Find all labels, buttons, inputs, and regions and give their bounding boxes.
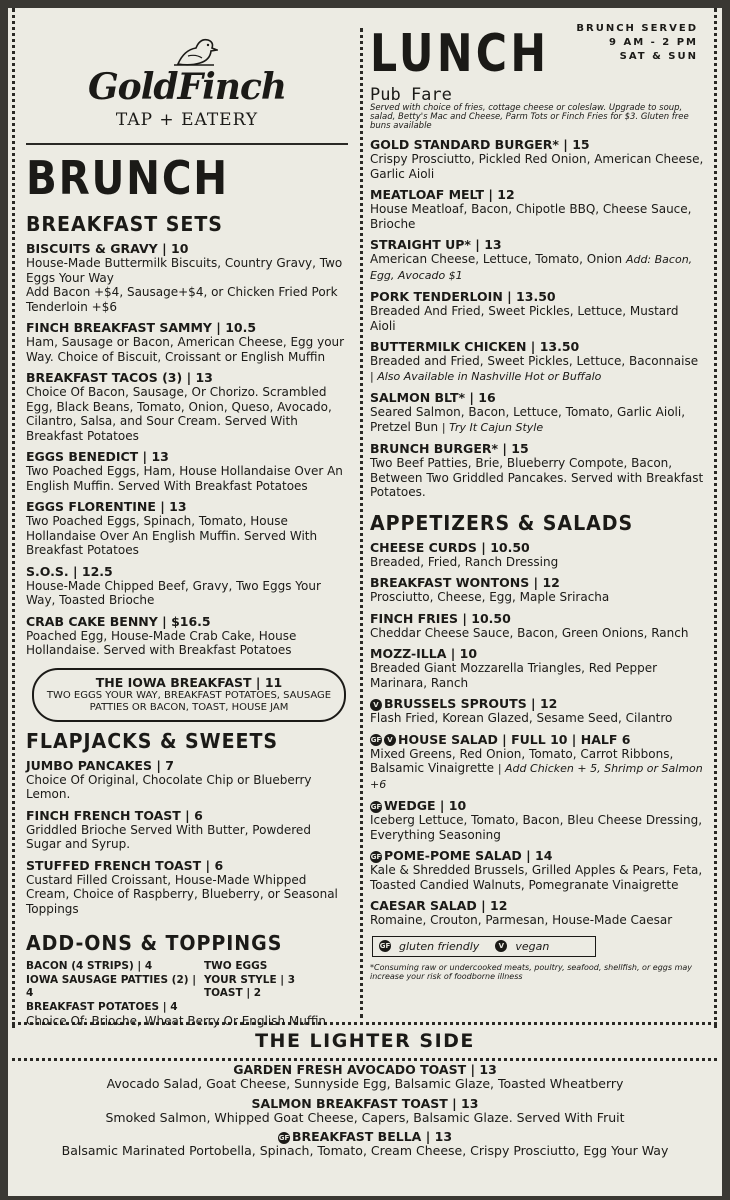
menu-item-name: [370, 237, 704, 252]
gluten-friendly-icon: GF: [370, 736, 382, 744]
menu-item-name-text: SALMON BLT* | 16: [370, 390, 496, 405]
right-dotted-border: [714, 8, 717, 1028]
gluten-friendly-icon: GF: [370, 852, 382, 861]
iowa-breakfast-box: [32, 668, 346, 722]
brunch-column: [26, 28, 348, 1028]
menu-item-description: [8, 1144, 722, 1159]
lunch-column: [370, 23, 704, 981]
menu-item-name-text: BREAKFAST TACOS (3) | 13: [26, 370, 213, 385]
lighter-side-list: [8, 1062, 722, 1159]
menu-item: [370, 540, 704, 570]
menu-item-name: [8, 1129, 722, 1144]
menu-item-name-text: EGGS FLORENTINE | 13: [26, 499, 187, 514]
menu-item-name-text: SALMON BREAKFAST TOAST | 13: [251, 1095, 479, 1111]
menu-item-name-text: S.O.S. | 12.5: [26, 563, 113, 579]
menu-item-description: [370, 711, 704, 726]
breakfast-sets-title: BREAKFAST SETS: [26, 212, 223, 236]
addon-sausage: IOWA SAUSAGE PATTIES (2) | 4: [26, 973, 197, 999]
menu-item: [26, 758, 348, 802]
menu-item: [370, 441, 704, 500]
gluten-friendly-icon: GF: [370, 802, 382, 811]
menu-item-name: [370, 898, 704, 913]
menu-item-note: Add: Bacon, Egg, Avocado $1: [370, 253, 693, 282]
menu-item-description: [26, 256, 348, 285]
menu-item-name: [370, 339, 704, 354]
menu-item: [370, 339, 704, 384]
menu-item-name-text: BISCUITS & GRAVY | 10: [26, 241, 189, 256]
menu-item-name: [26, 614, 348, 629]
menu-item-name-text: BRUSSELS SPROUTS | 12: [384, 696, 558, 711]
menu-item-name: [370, 441, 704, 456]
menu-item-description: [26, 579, 348, 608]
menu-item-name: [370, 732, 704, 747]
menu-item-note: | Also Available in Nashville Hot or Buffalo: [370, 369, 602, 383]
addon-two-eggs: TWO EGGS: [204, 960, 268, 972]
menu-item-description-text: Mixed Greens, Red Onion, Tomato, Carrot Ribbons, Balsamic Vinaigrette: [370, 746, 674, 775]
menu-item-name: [26, 320, 348, 335]
menu-item-description: [370, 747, 704, 793]
menu-item: [26, 614, 348, 658]
menu-item: [370, 187, 704, 231]
menu-item: [370, 646, 704, 690]
menu-item-description-text: Cheddar Cheese Sauce, Bacon, Green Onions, Ranch: [370, 625, 689, 640]
menu-item-name-text: MOZZ-ILLA | 10: [370, 646, 478, 661]
menu-item-description-text: American Cheese, Lettuce, Tomato, Onion: [370, 252, 623, 266]
menu-item-description: [26, 629, 348, 658]
consumption-warning: *Consuming raw or undercooked meats, poultry, seafood, shellfish, or eggs may increase your risk of foodborne illness: [370, 962, 692, 981]
menu-item-description: [26, 873, 348, 917]
menu-item-name: [370, 696, 704, 711]
menu-item-name: [370, 289, 704, 304]
legend-gf-label: gluten friendly: [399, 939, 480, 953]
menu-item-description-text: Breaded And Fried, Sweet Pickles, Lettuce, Mustard Aioli: [370, 304, 679, 333]
menu-item: [26, 449, 348, 493]
menu-item-name-text: FINCH FRENCH TOAST | 6: [26, 807, 203, 823]
menu-item: [370, 696, 704, 726]
menu-item-description: [370, 202, 704, 231]
lunch-header: [370, 23, 704, 84]
menu-item-description-text: Seared Salmon, Bacon, Lettuce, Tomato, Garlic Aioli, Pretzel Bun: [370, 405, 686, 434]
menu-item-description: [370, 555, 704, 570]
menu-item-name: [8, 1096, 722, 1111]
appetizers-list: [370, 540, 704, 928]
menu-item-description-text: Kale & Shredded Brussels, Grilled Apples & Pears, Feta, Toasted Candied Walnuts, Pomegranate Vinaigrette: [370, 863, 703, 892]
menu-item-description-text: Smoked Salmon, Whipped Goat Cheese, Capers, Balsamic Glaze. Served With Fruit: [105, 1109, 625, 1125]
menu-page: [8, 8, 722, 1196]
menu-item-description-text: Ham, Sausage or Bacon, American Cheese, Egg your Way. Choice of Biscuit, Croissant or English Muffin: [26, 335, 345, 364]
menu-item-name-text: BUTTERMILK CHICKEN | 13.50: [370, 339, 580, 354]
menu-item-addon-note: Add Bacon +$4, Sausage+$4, or Chicken Fried Pork Tenderloin +$6: [26, 285, 338, 314]
menu-item-name-text: STUFFED FRENCH TOAST | 6: [26, 857, 224, 873]
menu-item-description-text: Romaine, Crouton, Parmesan, House-Made Caesar: [370, 913, 673, 927]
pub-fare-title: Pub Fare: [370, 85, 452, 105]
menu-item-name-text: POME-POME SALAD | 14: [384, 848, 553, 863]
menu-item-name: [370, 137, 704, 152]
menu-item-name-text: GARDEN FRESH AVOCADO TOAST | 13: [233, 1062, 497, 1077]
addons-list: [26, 960, 348, 1028]
menu-item-description: [370, 913, 704, 928]
menu-item-description: [370, 354, 704, 384]
served-line-1: BRUNCH SERVED: [576, 23, 698, 34]
menu-item-name-text: BREAKFAST BELLA | 13: [291, 1129, 453, 1144]
menu-item-name-text: FINCH BREAKFAST SAMMY | 10.5: [26, 320, 257, 335]
logo-subtitle: TAP + EATERY: [115, 110, 259, 130]
menu-item: [26, 808, 348, 852]
breakfast-sets-list: [26, 241, 348, 658]
menu-item-description: [8, 1077, 722, 1092]
menu-item-name: [370, 390, 704, 405]
menu-item-description-text: Two Poached Eggs, Spinach, Tomato, House Hollandaise Over An English Muffin. Served With Breakfast Potatoes: [26, 514, 318, 557]
menu-item-name: [26, 808, 348, 823]
menu-item: [370, 798, 704, 842]
menu-item-description: [8, 1111, 722, 1126]
menu-item-description-text: House Meatloaf, Bacon, Chipotle BBQ, Cheese Sauce, Brioche: [370, 202, 692, 231]
menu-item-name: [26, 449, 348, 464]
menu-item: [370, 390, 704, 435]
menu-item-description-text: Crispy Prosciutto, Pickled Red Onion, American Cheese, Garlic Aioli: [370, 152, 704, 181]
menu-item-name: [370, 187, 704, 202]
menu-item-description-text: Breaded and Fried, Sweet Pickles, Lettuce, Baconnaise: [370, 354, 699, 368]
menu-item-name: [370, 611, 704, 626]
menu-item-description-text: House-Made Buttermilk Biscuits, Country Gravy, Two Eggs Your Way: [26, 256, 343, 285]
addon-your-style: YOUR STYLE | 3: [204, 973, 296, 986]
menu-item-name-text: CAESAR SALAD | 12: [370, 898, 508, 913]
menu-item-description-text: Choice Of Original, Chocolate Chip or Blueberry Lemon.: [26, 772, 312, 801]
menu-item-description: [370, 304, 704, 333]
menu-item-name-text: MEATLOAF MELT | 12: [370, 187, 515, 202]
brunch-served-hours: [576, 22, 698, 64]
menu-item-name: [26, 370, 348, 385]
menu-item-name-text: JUMBO PANCAKES | 7: [26, 757, 174, 773]
menu-item-name: [26, 858, 348, 873]
menu-item: [26, 241, 348, 314]
menu-item: [26, 370, 348, 443]
menu-item-description: [370, 590, 704, 605]
menu-item: [370, 575, 704, 605]
menu-item-description-text: House-Made Chipped Beef, Gravy, Two Eggs Your Way, Toasted Brioche: [26, 578, 321, 607]
menu-item-description-text: Balsamic Marinated Portobella, Spinach, Tomato, Cream Cheese, Crispy Prosciutto, Egg Your Way: [61, 1143, 669, 1158]
lighter-side-section: [8, 1030, 722, 1159]
center-dotted-divider: [360, 28, 363, 1018]
menu-item-description: [370, 456, 704, 500]
menu-item-name-text: BRUNCH BURGER* | 15: [370, 441, 529, 456]
menu-item: [8, 1129, 722, 1159]
menu-item-name: [26, 241, 348, 256]
served-line-2: 9 AM - 2 PM: [609, 37, 698, 48]
logo: [26, 28, 348, 143]
menu-item-description: [370, 863, 704, 892]
menu-item-name: [370, 575, 704, 590]
menu-item-description: [26, 464, 348, 493]
addon-bacon: BACON (4 STRIPS) | 4: [26, 960, 153, 972]
menu-item-description-text: Two Beef Patties, Brie, Blueberry Compote, Bacon, Between Two Griddled Pancakes. Served with Breakfast Potatoes.: [370, 456, 704, 499]
menu-item-name: [26, 564, 348, 579]
menu-item: [8, 1062, 722, 1092]
menu-item-description-text: Flash Fried, Korean Glazed, Sesame Seed, Cilantro: [370, 711, 673, 725]
menu-item-name: [26, 758, 348, 773]
diet-legend: [372, 936, 596, 957]
menu-item: [370, 137, 704, 181]
brunch-title: BRUNCH: [26, 151, 229, 205]
flapjacks-title: FLAPJACKS & SWEETS: [26, 728, 278, 753]
menu-item-description: [370, 152, 704, 181]
menu-item-name-text: STRAIGHT UP* | 13: [370, 237, 502, 252]
menu-item-note: | Try It Cajun Style: [441, 420, 544, 434]
menu-item: [8, 1096, 722, 1126]
iowa-breakfast-name: THE IOWA BREAKFAST | 11: [95, 674, 283, 690]
menu-item-description-text: Choice Of Bacon, Sausage, Or Chorizo. Scrambled Egg, Black Beans, Tomato, Onion, Queso, Avocado, Cilantro, Salsa, and Sour Cream. Served With Breakfast Potatoes: [26, 385, 332, 443]
menu-item-description-text: Two Poached Eggs, Ham, House Hollandaise Over An English Muffin. Served With Breakfast Potatoes: [26, 464, 343, 493]
flapjacks-list: [26, 758, 348, 917]
menu-item-description-text: Breaded, Fried, Ranch Dressing: [370, 554, 559, 569]
menu-item-name: [370, 848, 704, 863]
menu-item: [370, 289, 704, 333]
menu-item-name: [370, 540, 704, 555]
menu-item: [26, 320, 348, 364]
menu-item: [370, 732, 704, 793]
menu-item-name: [26, 499, 348, 514]
left-dotted-border: [12, 8, 15, 1028]
menu-item-name-text: CHEESE CURDS | 10.50: [370, 539, 530, 555]
menu-item-description: [370, 626, 704, 641]
menu-item: [26, 564, 348, 608]
menu-item-description-text: Breaded Giant Mozzarella Triangles, Red Pepper Marinara, Ranch: [370, 661, 658, 690]
lunch-title: LUNCH: [370, 24, 550, 84]
menu-item-description: [370, 813, 704, 842]
menu-item-description: [26, 514, 348, 558]
iowa-breakfast-desc: TWO EGGS YOUR WAY, BREAKFAST POTATOES, SAUSAGE PATTIES OR BACON, TOAST, HOUSE JAM: [46, 689, 332, 713]
addon-potatoes: BREAKFAST POTATOES | 4: [26, 1000, 178, 1013]
vegan-icon: V: [384, 734, 396, 746]
menu-item-description: [26, 773, 348, 802]
menu-item-description: [26, 385, 348, 443]
menu-item: [26, 858, 348, 917]
menu-item-description-text: Custard Filled Croissant, House-Made Whipped Cream, Choice of Raspberry, Blueberry, or Seasonal Toppings: [26, 872, 338, 916]
addons-title: ADD-ONS & TOPPINGS: [26, 931, 283, 955]
menu-item: [370, 898, 704, 928]
menu-item-name: [8, 1062, 722, 1077]
menu-item: [370, 611, 704, 641]
logo-name: GoldFinch: [87, 66, 287, 108]
lighter-side-title: THE LIGHTER SIDE: [255, 1030, 475, 1052]
menu-item-note: | Add Chicken + 5, Shrimp or Salmon +6: [370, 762, 703, 791]
logo-divider: [26, 143, 348, 145]
menu-item-name: [370, 798, 704, 813]
menu-item-name-text: CRAB CAKE BENNY | $16.5: [26, 613, 211, 629]
menu-item: [370, 848, 704, 892]
menu-item-name-text: BREAKFAST WONTONS | 12: [370, 575, 560, 590]
menu-item-name-text: EGGS BENEDICT | 13: [26, 449, 169, 464]
appetizers-title: APPETIZERS & SALADS: [370, 510, 634, 535]
menu-item-description-text: Avocado Salad, Goat Cheese, Sunnyside Egg, Balsamic Glaze, Toasted Wheatberry: [106, 1076, 624, 1091]
addons-choice-note: Choice Of: Brioche, Wheat Berry Or English Muffin: [26, 1014, 327, 1028]
menu-item: [370, 237, 704, 283]
vegan-icon: V: [370, 699, 382, 711]
legend-v-label: vegan: [515, 939, 550, 953]
goldfinch-bird-icon: [174, 32, 218, 68]
menu-item-description-text: Griddled Brioche Served With Butter, Powdered Sugar and Syrup.: [26, 822, 311, 851]
menu-item-description-text: Prosciutto, Cheese, Egg, Maple Sriracha: [370, 590, 610, 604]
pub-fare-list: [370, 137, 704, 500]
addon-toast: TOAST | 2: [204, 987, 262, 999]
served-line-3: SAT & SUN: [619, 51, 698, 62]
menu-item-description-text: Poached Egg, House-Made Crab Cake, House Hollandaise. Served with Breakfast Potatoes: [26, 628, 297, 657]
menu-item-description: [370, 405, 704, 435]
menu-item-name-text: GOLD STANDARD BURGER* | 15: [370, 137, 590, 152]
menu-item-name: [370, 646, 704, 661]
gluten-friendly-icon: GF: [379, 942, 391, 950]
menu-item-description: [26, 335, 348, 364]
vegan-icon: V: [495, 940, 507, 952]
menu-item-name-text: WEDGE | 10: [384, 798, 467, 813]
menu-item-description-text: Iceberg Lettuce, Tomato, Bacon, Bleu Cheese Dressing, Everything Seasoning: [370, 813, 703, 842]
menu-item-name-text: FINCH FRIES | 10.50: [370, 610, 511, 626]
pub-fare-note: Served with choice of fries, cottage cheese or coleslaw. Upgrade to soup, salad, Betty's Mac and Cheese, Parm Tots or Finch Fries for $3. Gluten free buns available: [370, 103, 689, 131]
gluten-friendly-icon: GF: [278, 1133, 290, 1142]
menu-item-name-text: HOUSE SALAD | FULL 10 | HALF 6: [398, 731, 631, 747]
menu-item-description: [370, 252, 704, 283]
menu-item-description: [26, 823, 348, 852]
menu-item: [26, 499, 348, 558]
menu-item-name-text: PORK TENDERLOIN | 13.50: [370, 289, 556, 304]
menu-item-description: [370, 661, 704, 690]
